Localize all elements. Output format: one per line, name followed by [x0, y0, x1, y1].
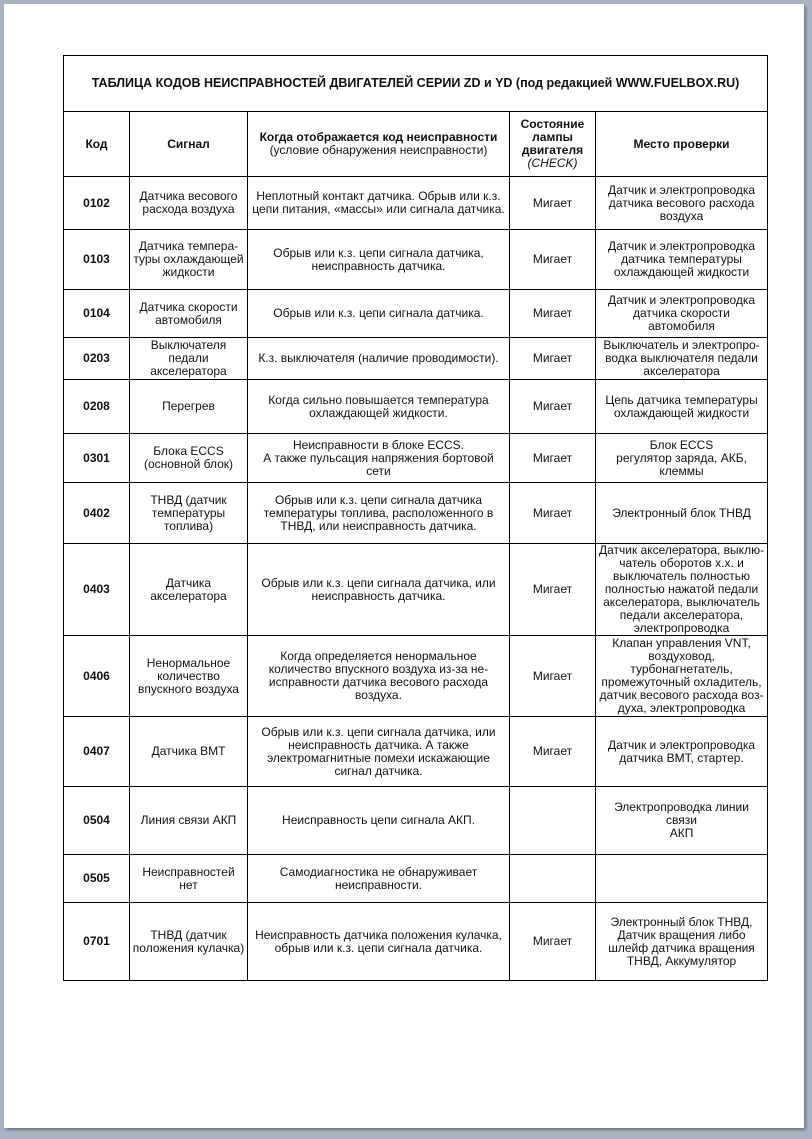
table-row [64, 903, 768, 981]
code-cell: 0102 [64, 177, 130, 230]
header-when-sub: (условие обнаружения неисправности) [269, 143, 488, 157]
code-cell: 0407 [64, 717, 130, 787]
header-signal: Сигнал [130, 112, 248, 177]
condition-cell: К.з. выключателя (наличие проводимости). [248, 338, 510, 380]
condition-cell: Неисправность датчика положения кулачка, обрыв или к.з. цепи сигнала датчика. [248, 903, 510, 981]
condition-cell: Неплотный контакт датчика. Обрыв или к.з. цепи питания, «массы» или сигнала датчика. [248, 177, 510, 230]
signal-cell: Датчика весового расхода воздуха [130, 177, 248, 230]
condition-cell: Обрыв или к.з. цепи сигнала датчика, неисправность датчика. [248, 230, 510, 290]
table-row [64, 177, 768, 230]
condition-cell: Обрыв или к.з. цепи сигнала датчика. [248, 290, 510, 338]
check-location-cell: Датчик и электропроводка датчика скорости автомобиля [596, 290, 768, 338]
header-when-label: Когда отображается код неисправности [259, 130, 498, 144]
lamp-state-cell: Мигает [510, 434, 596, 483]
header-row [64, 112, 768, 177]
check-location-cell: Электропроводка линии связи АКП [596, 787, 768, 855]
condition-cell: Обрыв или к.з. цепи сигнала датчика температуры топлива, расположенного в ТНВД, или неисправность датчика. [248, 483, 510, 544]
code-cell: 0103 [64, 230, 130, 290]
condition-cell: Обрыв или к.з. цепи сигнала датчика, или неисправность датчика. А также электромагнитные помехи искажающие сигнал датчика. [248, 717, 510, 787]
lamp-state-cell: Мигает [510, 177, 596, 230]
signal-cell: Датчика темпера- туры охлаждающей жидкости [130, 230, 248, 290]
code-cell: 0505 [64, 855, 130, 903]
lamp-state-cell: Мигает [510, 290, 596, 338]
table-row [64, 338, 768, 380]
table-row [64, 636, 768, 717]
signal-cell: Датчика скорости автомобиля [130, 290, 248, 338]
lamp-state-cell [510, 787, 596, 855]
code-cell: 0403 [64, 544, 130, 636]
fault-code-table [63, 55, 768, 981]
header-lamp-label: Состояние лампы двигателя [520, 117, 585, 157]
table-row [64, 717, 768, 787]
check-location-cell: Блок ECCS регулятор заряда, АКБ, клеммы [596, 434, 768, 483]
check-location-cell: Датчик и электропроводка датчика ВМТ, стартер. [596, 717, 768, 787]
code-cell: 0402 [64, 483, 130, 544]
check-location-cell: Датчик акселератора, выклю- чатель оборотов х.х. и выключатель полностью полностью нажатой педали акселератора, выключатель педали акселератора, электропроводка [596, 544, 768, 636]
condition-cell: Обрыв или к.з. цепи сигнала датчика, или неисправность датчика. [248, 544, 510, 636]
table-row [64, 483, 768, 544]
code-cell: 0208 [64, 380, 130, 434]
table-title: ТАБЛИЦА КОДОВ НЕИСПРАВНОСТЕЙ ДВИГАТЕЛЕЙ СЕРИИ ZD и YD (под редакцией WWW.FUELBOX.RU) [64, 56, 768, 112]
signal-cell: Линия связи АКП [130, 787, 248, 855]
check-location-cell: Клапан управления VNT, воздуховод, турбонагнетатель, промежуточный охладитель, датчик весового расхода воз- духа, электропроводка [596, 636, 768, 717]
check-location-cell: Электронный блок ТНВД, Датчик вращения либо шлейф датчика вращения ТНВД, Аккумулятор [596, 903, 768, 981]
lamp-state-cell: Мигает [510, 717, 596, 787]
condition-cell: Когда сильно повышается температура охлаждающей жидкости. [248, 380, 510, 434]
document-page [4, 4, 804, 1128]
signal-cell: Перегрев [130, 380, 248, 434]
lamp-state-cell: Мигает [510, 483, 596, 544]
signal-cell: ТНВД (датчик температуры топлива) [130, 483, 248, 544]
lamp-state-cell [510, 855, 596, 903]
code-cell: 0701 [64, 903, 130, 981]
table-row [64, 230, 768, 290]
header-code: Код [64, 112, 130, 177]
lamp-state-cell: Мигает [510, 636, 596, 717]
signal-cell: Датчика ВМТ [130, 717, 248, 787]
code-cell: 0406 [64, 636, 130, 717]
signal-cell: ТНВД (датчик положения кулачка) [130, 903, 248, 981]
signal-cell: Датчика акселератора [130, 544, 248, 636]
header-when [248, 112, 510, 177]
header-lamp [510, 112, 596, 177]
signal-cell: Ненормальное количество впускного воздуха [130, 636, 248, 717]
condition-cell: Неисправности в блоке ECCS. А также пульсация напряжения бортовой сети [248, 434, 510, 483]
code-cell: 0504 [64, 787, 130, 855]
header-lamp-sub: (CHECK) [527, 156, 578, 170]
code-cell: 0301 [64, 434, 130, 483]
lamp-state-cell: Мигает [510, 380, 596, 434]
check-location-cell [596, 855, 768, 903]
code-cell: 0104 [64, 290, 130, 338]
check-location-cell: Датчик и электропроводка датчика весового расхода воздуха [596, 177, 768, 230]
signal-cell: Выключателя педали акселератора [130, 338, 248, 380]
table-row [64, 855, 768, 903]
lamp-state-cell: Мигает [510, 230, 596, 290]
lamp-state-cell: Мигает [510, 903, 596, 981]
header-place: Место проверки [596, 112, 768, 177]
check-location-cell: Цепь датчика температуры охлаждающей жидкости [596, 380, 768, 434]
lamp-state-cell: Мигает [510, 544, 596, 636]
lamp-state-cell: Мигает [510, 338, 596, 380]
table-row [64, 380, 768, 434]
table-row [64, 787, 768, 855]
condition-cell: Когда определяется ненормальное количество впускного воздуха из-за не- исправности датчика весового расхода воздуха. [248, 636, 510, 717]
table-row [64, 434, 768, 483]
signal-cell: Блока ECCS (основной блок) [130, 434, 248, 483]
condition-cell: Неисправность цепи сигнала АКП. [248, 787, 510, 855]
condition-cell: Самодиагностика не обнаруживает неисправности. [248, 855, 510, 903]
table-row [64, 290, 768, 338]
check-location-cell: Электронный блок ТНВД [596, 483, 768, 544]
check-location-cell: Выключатель и электропро- водка выключателя педали акселератора [596, 338, 768, 380]
signal-cell: Неисправностей нет [130, 855, 248, 903]
check-location-cell: Датчик и электропроводка датчика температуры охлаждающей жидкости [596, 230, 768, 290]
table-row [64, 544, 768, 636]
code-cell: 0203 [64, 338, 130, 380]
